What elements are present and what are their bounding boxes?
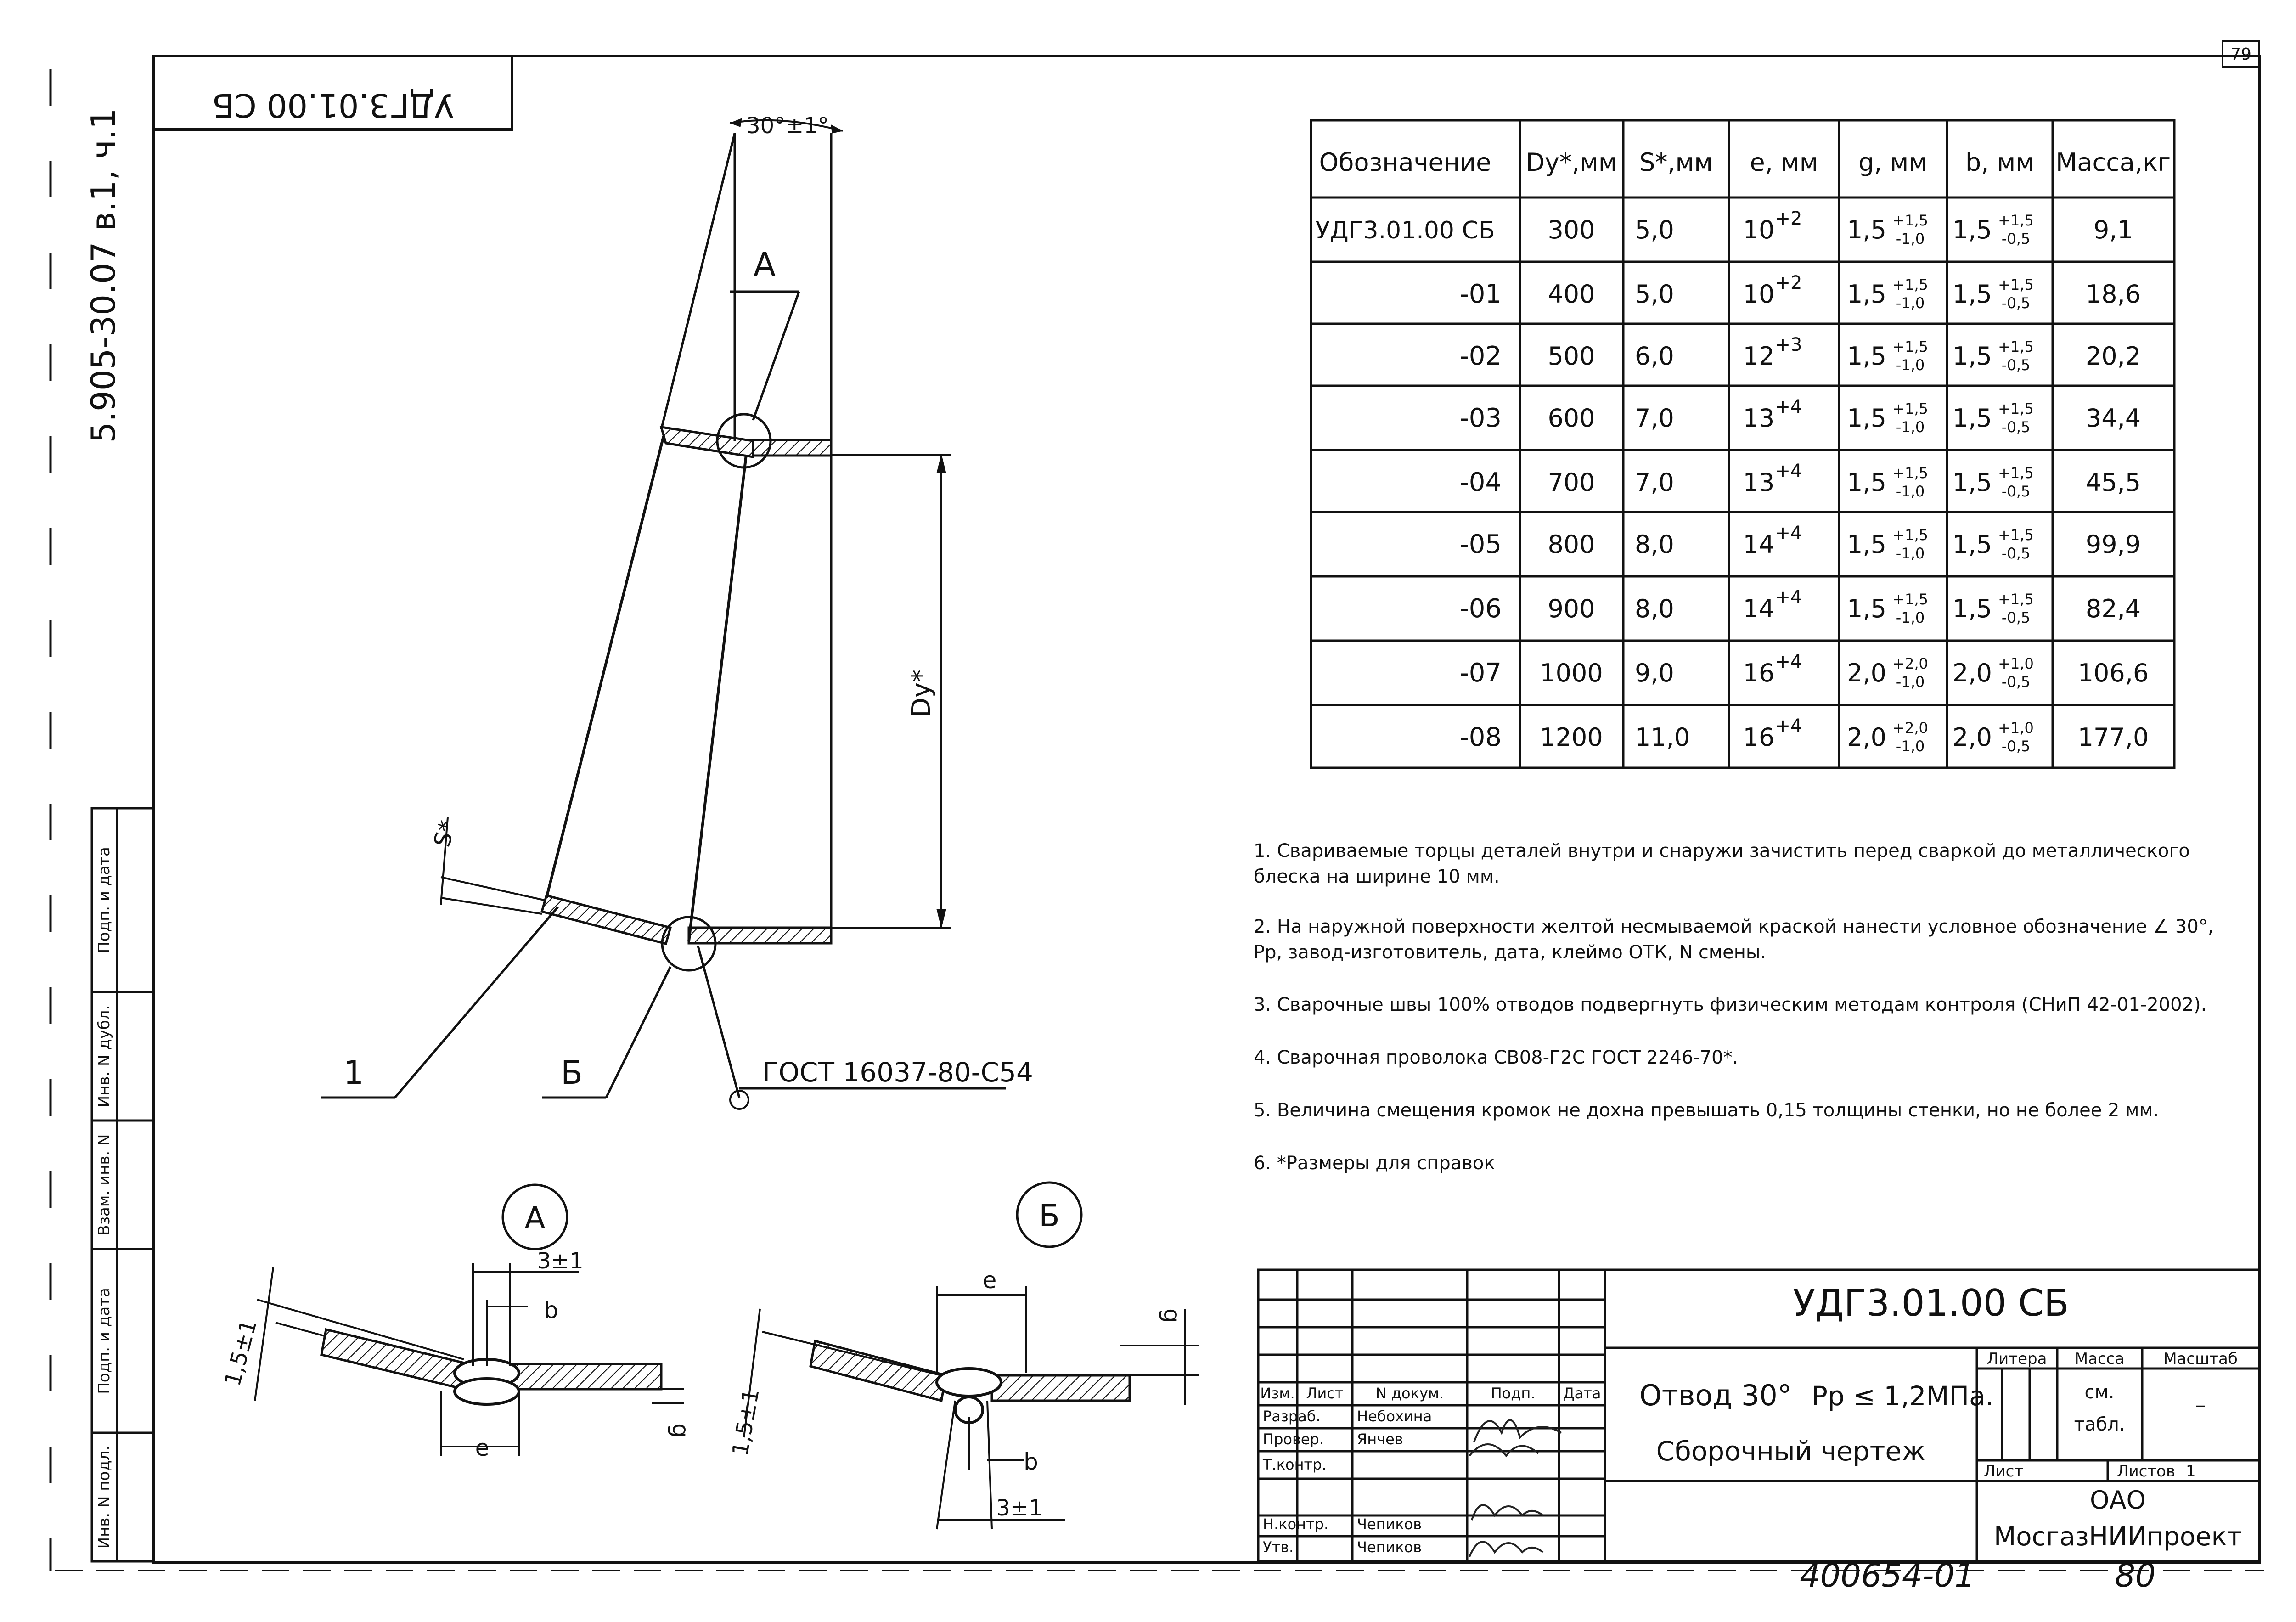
stamp-label-orig: Инв. N подл. xyxy=(95,1445,113,1549)
cell-b-lower: -0,5 xyxy=(2001,673,2031,691)
detail-a-dim-e: e xyxy=(475,1435,490,1461)
note-1: 1. Свариваемые торцы деталей внутри и снаружи зачистить перед сваркой до металлического блеска на ширине 10 мм. xyxy=(1254,840,2190,887)
th-mass: Масса,кг xyxy=(2055,148,2171,177)
cell-mass: 45,5 xyxy=(2085,468,2141,497)
cell-e: 12 xyxy=(1743,342,1775,371)
cell-dy: 700 xyxy=(1548,468,1595,497)
bottom-sheet-no: 80 xyxy=(2115,1557,2156,1594)
cell-b-lower: -0,5 xyxy=(2001,609,2031,626)
tb-col-date: Дата xyxy=(1563,1385,1601,1402)
cell-b-upper: +1,5 xyxy=(1998,400,2034,417)
cell-g-upper: +1,5 xyxy=(1892,591,1928,608)
tb-listov-val: 1 xyxy=(2186,1462,2196,1481)
cell-g-lower: -1,0 xyxy=(1896,483,1925,500)
cell-g: 1,5 xyxy=(1847,468,1886,497)
dy-label: Dy* xyxy=(906,669,936,718)
tb-name-razrab: Небохина xyxy=(1357,1408,1432,1425)
th-designation: Обозначение xyxy=(1319,148,1491,177)
cell-dy: 900 xyxy=(1548,594,1595,623)
tb-pressure: Рр ≤ 1,2МПа. xyxy=(1812,1380,1994,1412)
cell-g-lower: -1,0 xyxy=(1896,418,1925,436)
side-stamp-labels xyxy=(95,847,113,1549)
cell-designation: -02 xyxy=(1459,341,1502,371)
cell-b: 1,5 xyxy=(1953,530,1992,559)
note-5: 5. Величина смещения кромок не дохна превышать 0,15 толщины стенки, но не более 2 мм. xyxy=(1254,1100,2159,1121)
cell-g: 1,5 xyxy=(1847,215,1886,244)
cell-g-upper: +1,5 xyxy=(1892,338,1928,355)
cell-dy: 1200 xyxy=(1540,723,1603,752)
th-dy: Dy*,мм xyxy=(1525,148,1617,177)
cell-g-upper: +1,5 xyxy=(1892,212,1928,229)
cell-e: 10 xyxy=(1743,280,1775,309)
stamp-label-replace: Взам. инв. N xyxy=(95,1134,113,1236)
cell-g-lower: -1,0 xyxy=(1896,738,1925,755)
elbow-drawing xyxy=(321,118,1006,1109)
cell-b-upper: +1,5 xyxy=(1998,212,2034,229)
cell-e: 16 xyxy=(1743,659,1775,687)
tb-name-utv: Чепиков xyxy=(1357,1538,1422,1556)
cell-dy: 400 xyxy=(1548,280,1595,309)
cell-designation: -08 xyxy=(1459,722,1502,752)
tb-massa-val1: см. xyxy=(2084,1382,2115,1403)
cell-e: 13 xyxy=(1743,468,1775,497)
cell-s: 5,0 xyxy=(1635,215,1674,244)
tb-doc-code: УДГ3.01.00 СБ xyxy=(1793,1282,2069,1324)
cell-b-lower: -0,5 xyxy=(2001,356,2031,374)
cell-e-tol: +4 xyxy=(1775,587,1802,608)
cell-g: 2,0 xyxy=(1847,723,1886,752)
cell-e-tol: +4 xyxy=(1775,461,1802,482)
cell-designation: -05 xyxy=(1459,529,1502,559)
cell-g-upper: +2,0 xyxy=(1892,719,1928,737)
cell-e-tol: +4 xyxy=(1775,715,1802,737)
tb-col-doc: N докум. xyxy=(1375,1385,1444,1402)
tb-name-line2: Сборочный чертеж xyxy=(1656,1436,1926,1467)
cell-s: 8,0 xyxy=(1635,530,1674,559)
detail-b-dim-b: b xyxy=(1024,1448,1038,1475)
cell-g-upper: +1,5 xyxy=(1892,464,1928,482)
cell-dy: 1000 xyxy=(1540,659,1603,687)
signature-nkontr xyxy=(1472,1505,1543,1520)
spec-table-body xyxy=(1315,208,2149,755)
detail-a-dim-g: g xyxy=(667,1423,694,1438)
cell-g-lower: -1,0 xyxy=(1896,294,1925,312)
detail-b-dim-e: e xyxy=(982,1267,997,1294)
s-label: S* xyxy=(428,817,461,850)
cell-b: 1,5 xyxy=(1953,280,1992,309)
cell-g: 1,5 xyxy=(1847,530,1886,559)
tb-col-izm: Изм. xyxy=(1260,1385,1295,1402)
cell-mass: 9,1 xyxy=(2093,215,2133,244)
detail-a xyxy=(255,1185,684,1456)
cell-b-lower: -0,5 xyxy=(2001,294,2031,312)
cell-b: 1,5 xyxy=(1953,468,1992,497)
th-g: g, мм xyxy=(1858,148,1928,177)
cell-b-lower: -0,5 xyxy=(2001,483,2031,500)
view-a-label: А xyxy=(754,246,776,283)
cell-b-upper: +1,5 xyxy=(1998,464,2034,482)
spec-table-headers xyxy=(1319,148,2171,177)
detail-b-label: Б xyxy=(1039,1198,1060,1233)
cell-dy: 800 xyxy=(1548,530,1595,559)
tb-col-list: Лист xyxy=(1306,1385,1344,1402)
detail-b xyxy=(744,1183,1199,1529)
tb-litera: Литера xyxy=(1986,1350,2047,1368)
cell-b: 2,0 xyxy=(1953,723,1992,752)
mirrored-code-box xyxy=(154,56,512,130)
tb-listov: Листов xyxy=(2117,1462,2176,1481)
cell-mass: 106,6 xyxy=(2077,659,2149,687)
cell-g-lower: -1,0 xyxy=(1896,673,1925,691)
tb-org2: МосгазНИИпроект xyxy=(1993,1522,2242,1552)
th-s: S*,мм xyxy=(1639,148,1713,177)
weld-standard: ГОСТ 16037-80-С54 xyxy=(762,1057,1033,1088)
signature-utv xyxy=(1469,1542,1543,1557)
elbow-labels xyxy=(343,113,1033,1092)
cell-g: 2,0 xyxy=(1847,659,1886,687)
cell-designation: -07 xyxy=(1459,658,1502,688)
view-b-label: Б xyxy=(560,1054,583,1092)
cell-s: 11,0 xyxy=(1635,723,1690,752)
cell-b: 2,0 xyxy=(1953,659,1992,687)
cell-designation: -04 xyxy=(1459,467,1502,497)
cell-e: 14 xyxy=(1743,530,1775,559)
cell-b-upper: +1,5 xyxy=(1998,526,2034,544)
part-1-label: 1 xyxy=(343,1054,364,1092)
cell-b-lower: -0,5 xyxy=(2001,418,2031,436)
cell-g: 1,5 xyxy=(1847,404,1886,433)
cell-b-upper: +1,5 xyxy=(1998,276,2034,293)
cell-g-upper: +1,5 xyxy=(1892,276,1928,293)
cell-s: 8,0 xyxy=(1635,594,1674,623)
cell-s: 6,0 xyxy=(1635,342,1674,371)
cell-g-upper: +2,0 xyxy=(1892,655,1928,672)
tb-name-line1: Отвод 30° xyxy=(1639,1379,1792,1412)
tb-col-sign: Подп. xyxy=(1491,1385,1536,1402)
cell-e-tol: +3 xyxy=(1775,334,1802,355)
note-2: 2. На наружной поверхности желтой несмываемой краской нанести условное обозначение ∠ 30°, Рр, завод-изготовитель, дата, клеймо ОТК, N смены. xyxy=(1254,916,2214,963)
note-4: 4. Сварочная проволока СВ08-Г2С ГОСТ 2246-70*. xyxy=(1254,1047,1739,1068)
cell-g-lower: -1,0 xyxy=(1896,230,1925,248)
tb-role-tkontr: Т.контр. xyxy=(1263,1456,1327,1473)
tb-massa: Масса xyxy=(2074,1350,2125,1368)
cell-g-lower: -1,0 xyxy=(1896,356,1925,374)
cell-b-lower: -0,5 xyxy=(2001,738,2031,755)
tb-name-prover: Янчев xyxy=(1357,1431,1403,1448)
cell-mass: 82,4 xyxy=(2085,594,2141,623)
signature-razrab xyxy=(1474,1420,1561,1442)
cell-dy: 600 xyxy=(1548,404,1595,433)
cell-g-lower: -1,0 xyxy=(1896,609,1925,626)
stamp-label-sign-date-1: Подп. и дата xyxy=(95,847,113,953)
cell-s: 7,0 xyxy=(1635,468,1674,497)
cell-e: 13 xyxy=(1743,404,1775,433)
page-number: 79 xyxy=(2230,45,2251,64)
tb-name-nkontr: Чепиков xyxy=(1357,1515,1422,1533)
detail-a-label: А xyxy=(524,1200,546,1236)
cell-g-lower: -1,0 xyxy=(1896,545,1925,562)
cell-e: 14 xyxy=(1743,594,1775,623)
tb-role-nkontr: Н.контр. xyxy=(1263,1515,1329,1533)
detail-a-dim-15: 1,5±1 xyxy=(219,1317,262,1389)
cell-mass: 177,0 xyxy=(2077,723,2149,752)
cell-s: 9,0 xyxy=(1635,659,1674,687)
detail-a-labels xyxy=(219,1200,694,1461)
cell-e-tol: +4 xyxy=(1775,396,1802,417)
cell-g-upper: +1,5 xyxy=(1892,526,1928,544)
cell-e-tol: +4 xyxy=(1775,651,1802,672)
cell-g: 1,5 xyxy=(1847,280,1886,309)
cell-g: 1,5 xyxy=(1847,594,1886,623)
cell-designation: -06 xyxy=(1459,594,1502,624)
th-b: b, мм xyxy=(1965,148,2035,177)
cell-mass: 34,4 xyxy=(2085,404,2141,433)
cell-mass: 99,9 xyxy=(2085,530,2141,559)
stamp-label-dupl: Инв. N дубл. xyxy=(95,1005,113,1108)
detail-b-dim-3: 3±1 xyxy=(996,1495,1043,1521)
cell-mass: 18,6 xyxy=(2085,280,2141,309)
detail-b-dim-g: g xyxy=(1159,1308,1185,1323)
cell-g: 1,5 xyxy=(1847,342,1886,371)
tb-massa-val2: табл. xyxy=(2074,1414,2125,1435)
bottom-inventory: 400654-01 xyxy=(1800,1557,1975,1594)
cell-e-tol: +2 xyxy=(1775,208,1802,229)
angle-label: 30°±1° xyxy=(746,113,829,139)
stamp-label-sign-date-2: Подп. и дата xyxy=(95,1288,113,1394)
cell-e: 16 xyxy=(1743,723,1775,752)
cell-s: 7,0 xyxy=(1635,404,1674,433)
cell-b-lower: -0,5 xyxy=(2001,230,2031,248)
cell-mass: 20,2 xyxy=(2085,342,2141,371)
cell-b: 1,5 xyxy=(1953,404,1992,433)
cell-dy: 500 xyxy=(1548,342,1595,371)
cell-designation: -03 xyxy=(1459,403,1502,433)
cell-e: 10 xyxy=(1743,215,1775,244)
tb-masshtab-val: – xyxy=(2195,1392,2206,1417)
cell-b-upper: +1,5 xyxy=(1998,591,2034,608)
detail-a-dim-b: b xyxy=(544,1297,558,1324)
mirrored-code: УДГ3.01.00 СБ xyxy=(212,86,454,124)
cell-g-upper: +1,5 xyxy=(1892,400,1928,417)
tb-masshtab: Масштаб xyxy=(2163,1350,2238,1368)
tb-org1: ОАО xyxy=(2090,1486,2146,1515)
series-code: 5.905-30.07 в.1, ч.1 xyxy=(84,108,123,443)
cell-e-tol: +4 xyxy=(1775,523,1802,544)
cell-b: 1,5 xyxy=(1953,594,1992,623)
cell-b: 1,5 xyxy=(1953,215,1992,244)
note-3: 3. Сварочные швы 100% отводов подвергнуть физическим методам контроля (СНиП 42-01-2002). xyxy=(1254,994,2207,1015)
tb-role-prover: Провер. xyxy=(1263,1431,1324,1448)
cell-s: 5,0 xyxy=(1635,280,1674,309)
detail-b-dim-15: 1,5±1 xyxy=(727,1386,765,1458)
th-e: e, мм xyxy=(1750,148,1818,177)
cell-b-lower: -0,5 xyxy=(2001,545,2031,562)
cell-e-tol: +2 xyxy=(1775,272,1802,293)
tb-role-utv: Утв. xyxy=(1263,1538,1294,1556)
cell-b-upper: +1,5 xyxy=(1998,338,2034,355)
detail-a-dim-3: 3±1 xyxy=(537,1248,584,1274)
tb-list: Лист xyxy=(1984,1462,2024,1481)
detail-b-labels xyxy=(727,1198,1185,1521)
cell-b: 1,5 xyxy=(1953,342,1992,371)
tb-role-razrab: Разраб. xyxy=(1263,1408,1321,1425)
note-6: 6. *Размеры для справок xyxy=(1254,1153,1495,1174)
cell-dy: 300 xyxy=(1548,215,1595,244)
cell-designation: УДГ3.01.00 СБ xyxy=(1315,217,1495,244)
page-number-box xyxy=(2223,41,2259,67)
cell-b-upper: +1,0 xyxy=(1998,655,2034,672)
cell-designation: -01 xyxy=(1459,279,1502,309)
cell-b-upper: +1,0 xyxy=(1998,719,2034,737)
